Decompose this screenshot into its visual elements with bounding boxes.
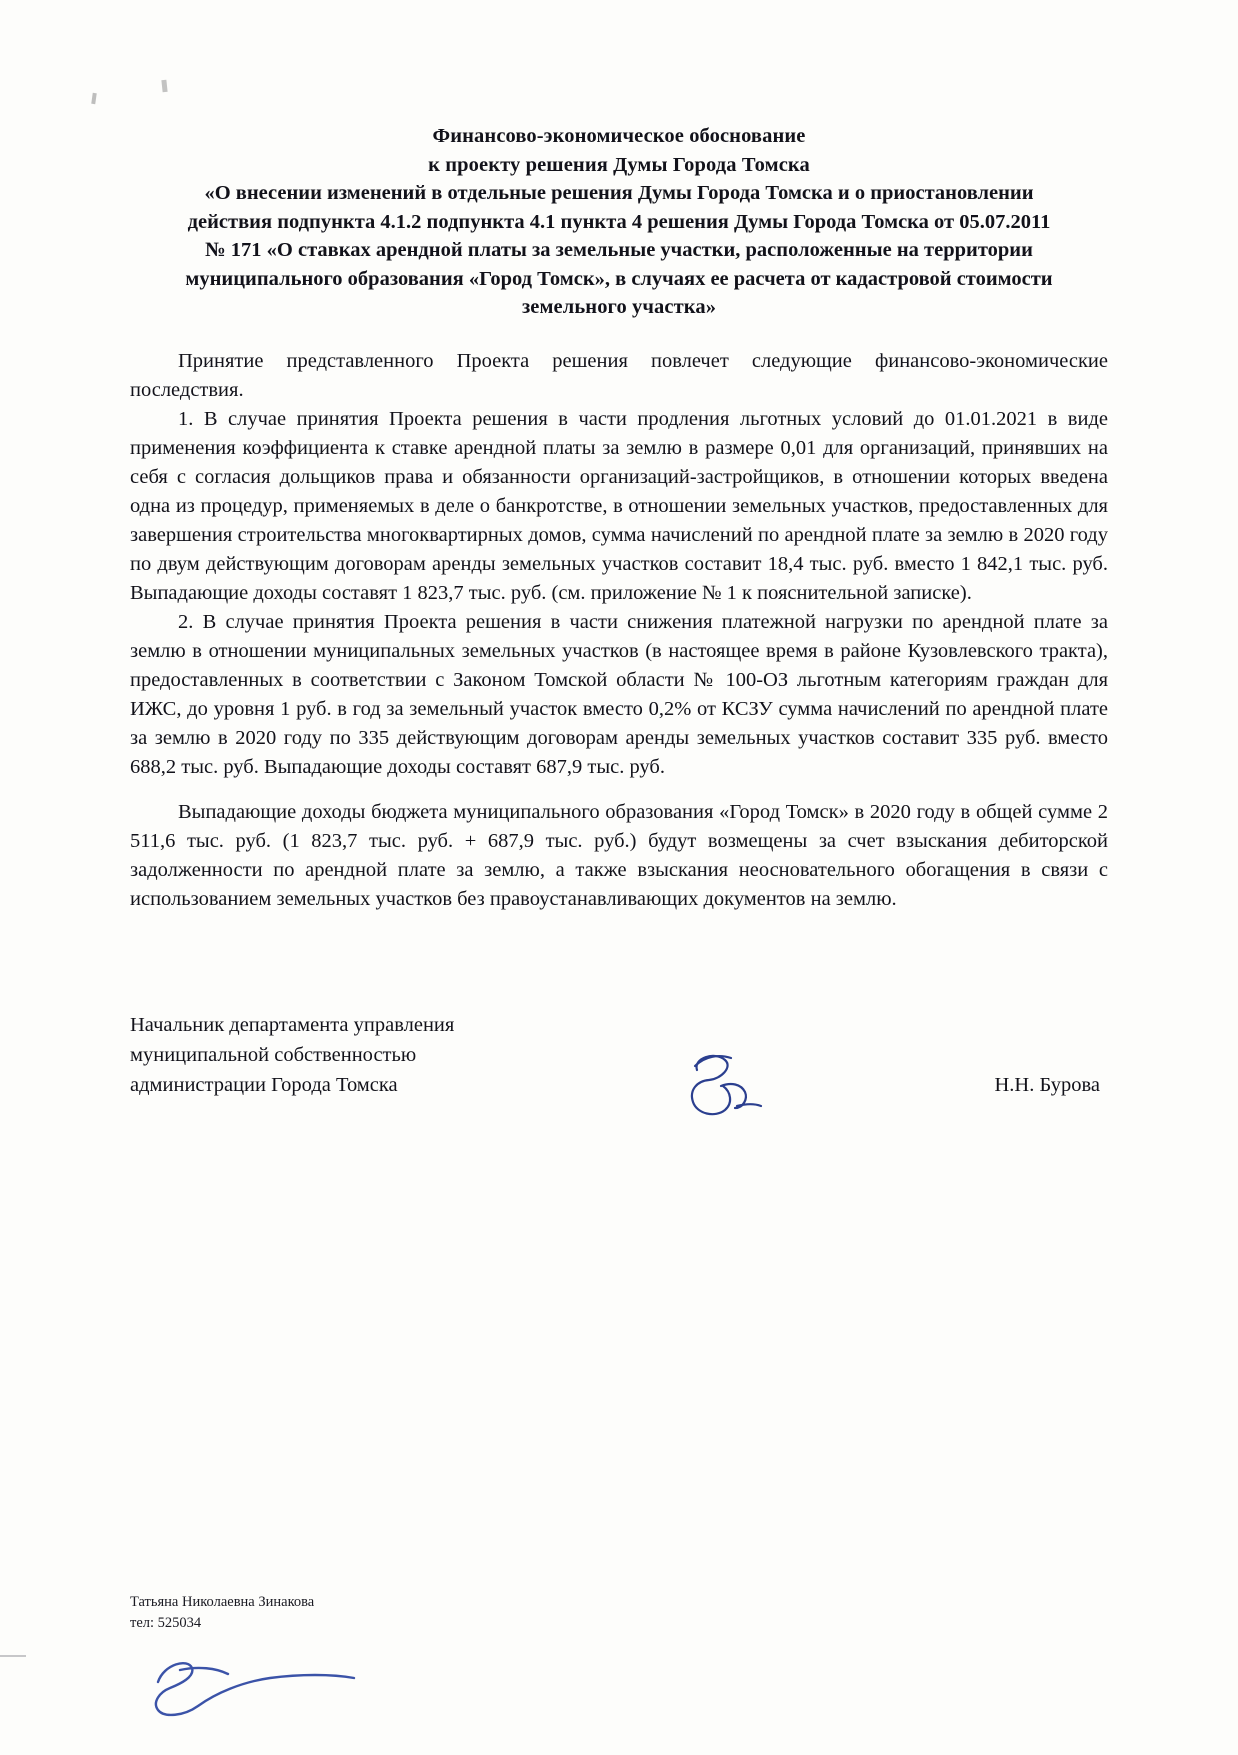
executor-info [130, 1592, 314, 1634]
footer-handwritten-signature-icon [140, 1640, 370, 1730]
document-body [130, 347, 1108, 914]
title-line-1: Финансово-экономическое обоснование [432, 125, 806, 147]
signature-block [130, 1010, 1108, 1100]
executor-name: Татьяна Николаевна Зинакова [130, 1594, 315, 1610]
paragraph-intro: Принятие представленного Проекта решения повлечет следующие финансово-экономические последствия. [130, 349, 1108, 401]
title-line-2: к проекту решения Думы Города Томска [428, 153, 810, 176]
signatory-position-line-3: администрации Города Томска [130, 1073, 398, 1096]
scan-artifact-mark [91, 93, 96, 104]
executor-phone: тел: 525034 [130, 1615, 202, 1631]
paragraph-item-2: 2. В случае принятия Проекта решения в части снижения платежной нагрузки по арендной плате за землю в отношении муниципальных земельных участков (в настоящее время в районе Кузовлевского тракта), предоставленных в соответствии с Законом Томской области № 100-ОЗ льготным категориям граждан для ИЖС, до уровня 1 руб. в год за земельный участок вместо 0,2% от КСЗУ сумма начислений по арендной плате за землю в 2020 году по 335 действующим договорам аренды земельных участков составит 335 руб. вместо 688,2 тыс. руб. Выпадающие доходы составят 687,9 тыс. руб. [130, 610, 1108, 778]
scan-edge-line [0, 1655, 26, 1657]
paragraph-item-1: 1. В случае принятия Проекта решения в части продления льготных условий до 01.01.2021 в виде применения коэффициента к ставке арендной платы за землю в размере 0,01 для организаций, принявших на себя с согласия дольщиков права и обязанности организаций-застройщиков, в отношении которых введена одна из процедур, применяемых в деле о банкротстве, в отношении земельных участков, предоставленных для завершения строительства многоквартирных домов, сумма начислений по арендной плате за землю в 2020 году по двум действующим договорам аренды земельных участков составит 18,4 тыс. руб. вместо 1 842,1 тыс. руб. Выпадающие доходы составят 1 823,7 тыс. руб. (см. приложение № 1 к пояснительной записке). [130, 407, 1108, 604]
title-line-3: «О внесении изменений в отдельные решения Думы Города Томска и о приостановлении [204, 182, 1034, 204]
title-line-5: № 171 «О ставках арендной платы за земельные участки, расположенные на территории [205, 239, 1033, 261]
signatory-name: Н.Н. Бурова [994, 1073, 1100, 1096]
scan-artifact-mark [161, 80, 167, 92]
handwritten-signature-icon [675, 1046, 795, 1134]
paragraph-summary: Выпадающие доходы бюджета муниципального образования «Город Томск» в 2020 году в общей сумме 2 511,6 тыс. руб. (1 823,7 тыс. руб. + 687,9 тыс. руб.) будут возмещены за счет взыскания дебиторской задолженности по арендной плате за землю, а также взыскания неосновательного обогащения в связи с использованием земельных участков без правоустанавливающих документов на землю. [130, 800, 1108, 910]
signatory-position [130, 1010, 650, 1100]
document-content [130, 122, 1108, 1100]
title-line-7: земельного участка» [521, 296, 717, 318]
signatory-position-line-1: Начальник департамента управления [130, 1013, 455, 1036]
document-title [130, 122, 1108, 322]
title-line-6: муниципального образования «Город Томск», в случаях ее расчета от кадастровой стоимости [185, 267, 1053, 290]
signatory-position-line-2: муниципальной собственностью [130, 1043, 417, 1066]
title-line-4: действия подпункта 4.1.2 подпункта 4.1 пункта 4 решения Думы Города Томска от 05.07.2011 [187, 210, 1051, 233]
